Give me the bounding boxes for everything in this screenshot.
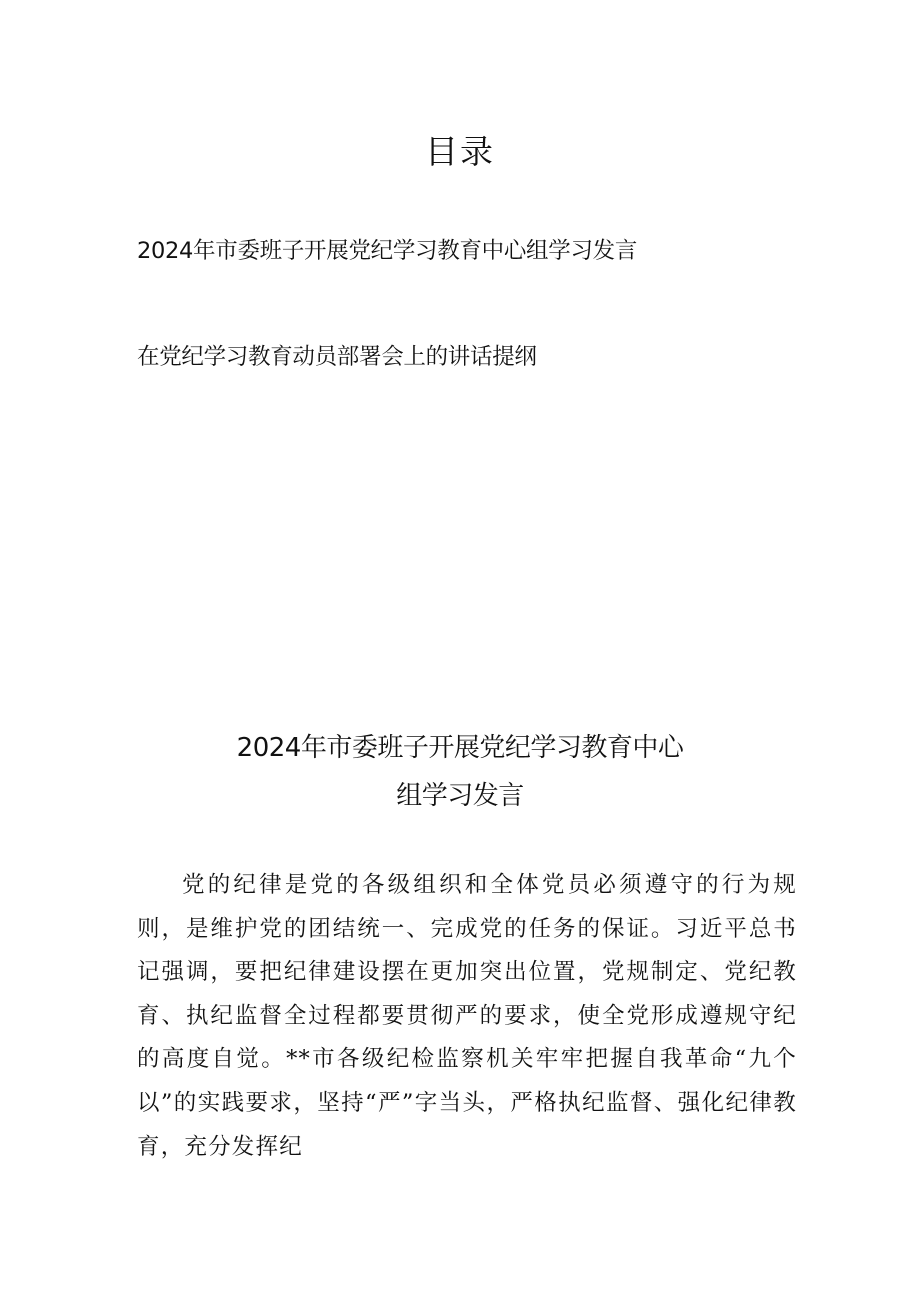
toc-list [137,236,637,448]
toc-item[interactable]: 2024年市委班子开展党纪学习教育中心组学习发言 [137,238,638,264]
toc-item[interactable]: 在党纪学习教育动员部署会上的讲话提纲 [137,344,537,370]
article-title-line: 组学习发言 [396,781,524,811]
article-title [0,724,920,820]
article-paragraph: 党的纪律是党的各级组织和全体党员必须遵守的行为规则，是维护党的团结统一、完成党的任务的保证。习近平总书记强调，要把纪律建设摆在更加突出位置，党规制定、党纪教育、执纪监督全过程都要贯彻严的要求，使全党形成遵规守纪的高度自觉。**市各级纪检监察机关牢牢把握自我革命“九个以”的实践要求，坚持“严”字当头，严格执纪监督、强化纪律教育，充分发挥纪 [137,872,797,1160]
toc-title: 目录 [425,132,495,171]
article-title-line: 2024年市委班子开展党纪学习教育中心 [236,733,684,763]
